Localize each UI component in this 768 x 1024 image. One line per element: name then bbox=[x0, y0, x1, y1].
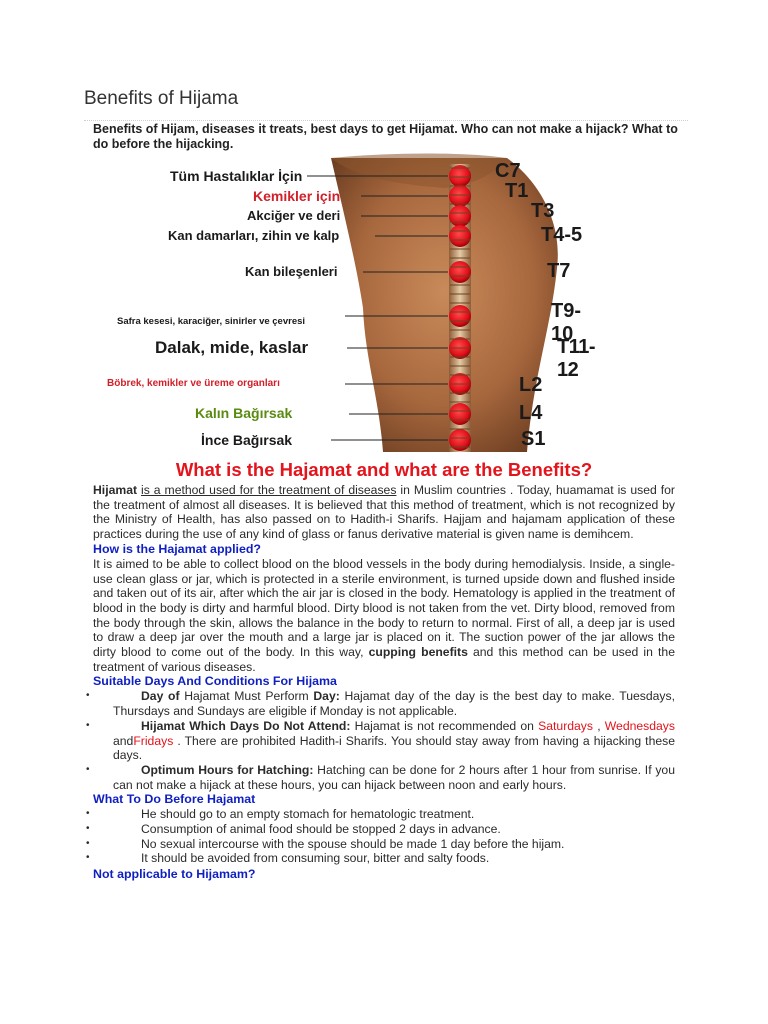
figure-label-right-6: T11-12 bbox=[557, 336, 596, 381]
figure-label-left-2: Akciğer ve deri bbox=[247, 208, 341, 223]
cupping-point bbox=[449, 305, 471, 327]
day-saturdays: Saturdays bbox=[538, 718, 593, 733]
article-heading: What is the Hajamat and what are the Benefits? bbox=[175, 459, 593, 480]
list-item: • Day of Hajamat Must Perform Day: Hajamat day of the day is the best day to make. Tuesdays, Thursdays and Sundays are eligible if Monday is not applicable. bbox=[86, 689, 675, 719]
figure-label-left-1: Kemikler için bbox=[253, 188, 341, 204]
heading-before-hajamat: What To Do Before Hajamat bbox=[93, 792, 256, 807]
figure-label-left-8: Kalın Bağırsak bbox=[195, 405, 293, 421]
days-list bbox=[86, 689, 675, 792]
heading-how-applied: How is the Hajamat applied? bbox=[93, 541, 261, 556]
list-item: • It should be avoided from consuming sour, bitter and salty foods. bbox=[86, 851, 490, 866]
paragraph-how-applied: It is aimed to be able to collect blood on the blood vessels in the body during hemodialysis. Inside, a single-use clean glass or jar, which is protected in a sterile environment, is turned upside down and flushed inside and taken out of its air, after which the air jar is closed in the body. Hematology is applied in the treatment of blood in the body is dirty and harmful blood. Dirty blood is not taken from the vet. Dirty blood, removed from the body through the skin, allows the balance in the body to return to normal. First of all, a deep jar is used to draw a deep jar over the mouth and a large jar is placed on it. The suction power of the jar allows the dirty blood to come out of the body. In this way, cupping benefits and this method can be used in the treatment of various diseases. bbox=[93, 556, 675, 674]
term-hijamat: Hijamat bbox=[93, 483, 138, 497]
cupping-point bbox=[449, 205, 471, 227]
list-item: • No sexual intercourse with the spouse should be made 1 day before the hijam. bbox=[86, 836, 565, 851]
figure-label-left-6: Dalak, mide, kaslar bbox=[155, 338, 309, 357]
list-item: • Optimum Hours for Hatching: Hatching can be done for 2 hours after 1 hour from sunrise. If you can not make a hijack at these hours, you can hijack between noon and early hours. bbox=[86, 762, 675, 792]
day-fridays: Fridays bbox=[133, 733, 174, 748]
list-item: • He should go to an empty stomach for hematologic treatment. bbox=[86, 807, 475, 822]
cupping-point bbox=[449, 403, 471, 425]
intro-summary: Benefits of Hijam, diseases it treats, best days to get Hijamat. Who can not make a hijack? What to do before the hijacking. bbox=[93, 122, 678, 151]
hijama-points-figure bbox=[95, 158, 596, 452]
figure-label-right-2: T3 bbox=[531, 200, 555, 222]
cupping-point bbox=[449, 261, 471, 283]
figure-label-left-4: Kan bileşenleri bbox=[245, 264, 338, 279]
figure-label-left-5: Safra kesesi, karaciğer, sinirler ve çevresi bbox=[117, 316, 306, 327]
figure-label-right-4: T7 bbox=[547, 260, 571, 282]
day-wednesdays: Wednesdays bbox=[604, 718, 675, 733]
title-divider bbox=[84, 120, 688, 121]
figure-label-left-3: Kan damarları, zihin ve kalp bbox=[168, 228, 340, 243]
heading-not-applicable: Not applicable to Hijamam? bbox=[93, 867, 256, 882]
figure-label-right-5: T9-10 bbox=[551, 300, 581, 345]
before-list bbox=[86, 807, 675, 866]
figure-label-left-7: Böbrek, kemikler ve üreme organları bbox=[107, 378, 280, 389]
heading-suitable-days: Suitable Days And Conditions For Hijama bbox=[93, 674, 337, 689]
figure-label-left-9: İnce Bağırsak bbox=[201, 432, 293, 448]
page-title: Benefits of Hijama bbox=[84, 88, 239, 109]
figure-label-right-1: T1 bbox=[505, 180, 529, 202]
figure-label-right-0: C7 bbox=[495, 160, 521, 182]
treatment-link[interactable]: is a method used for the treatment of diseases bbox=[141, 483, 397, 497]
figure-label-right-3: T4-5 bbox=[541, 224, 583, 246]
figure-label-right-9: S1 bbox=[521, 428, 546, 450]
paragraph-what-is: Hijamat is a method used for the treatment of diseases in Muslim countries . Today, huamamat is used for the treatment of almost all diseases. It is believed that this method of treatment, which is not recognized by the Ministry of Health, has also passed on to Hadith-i Sharifs. Hajjam and hajamam application of these practices during the use of any kind of glass or fanus derivative material is given name is demihcem. bbox=[93, 483, 675, 542]
list-item: • Consumption of animal food should be stopped 2 days in advance. bbox=[86, 822, 501, 837]
figure-label-right-8: L4 bbox=[519, 402, 543, 424]
list-item: • Hijamat Which Days Do Not Attend: Hajamat is not recommended on Saturdays , Wednesdays andFridays . There are prohibited Hadith-i Sharifs. You should stay away from having a hijacking these days. bbox=[86, 718, 675, 763]
figure-label-right-7: L2 bbox=[519, 374, 543, 396]
article-body bbox=[86, 458, 675, 882]
cupping-point bbox=[449, 225, 471, 247]
figure-label-left-0: Tüm Hastalıklar İçin bbox=[170, 168, 303, 184]
cupping-point bbox=[449, 429, 471, 451]
